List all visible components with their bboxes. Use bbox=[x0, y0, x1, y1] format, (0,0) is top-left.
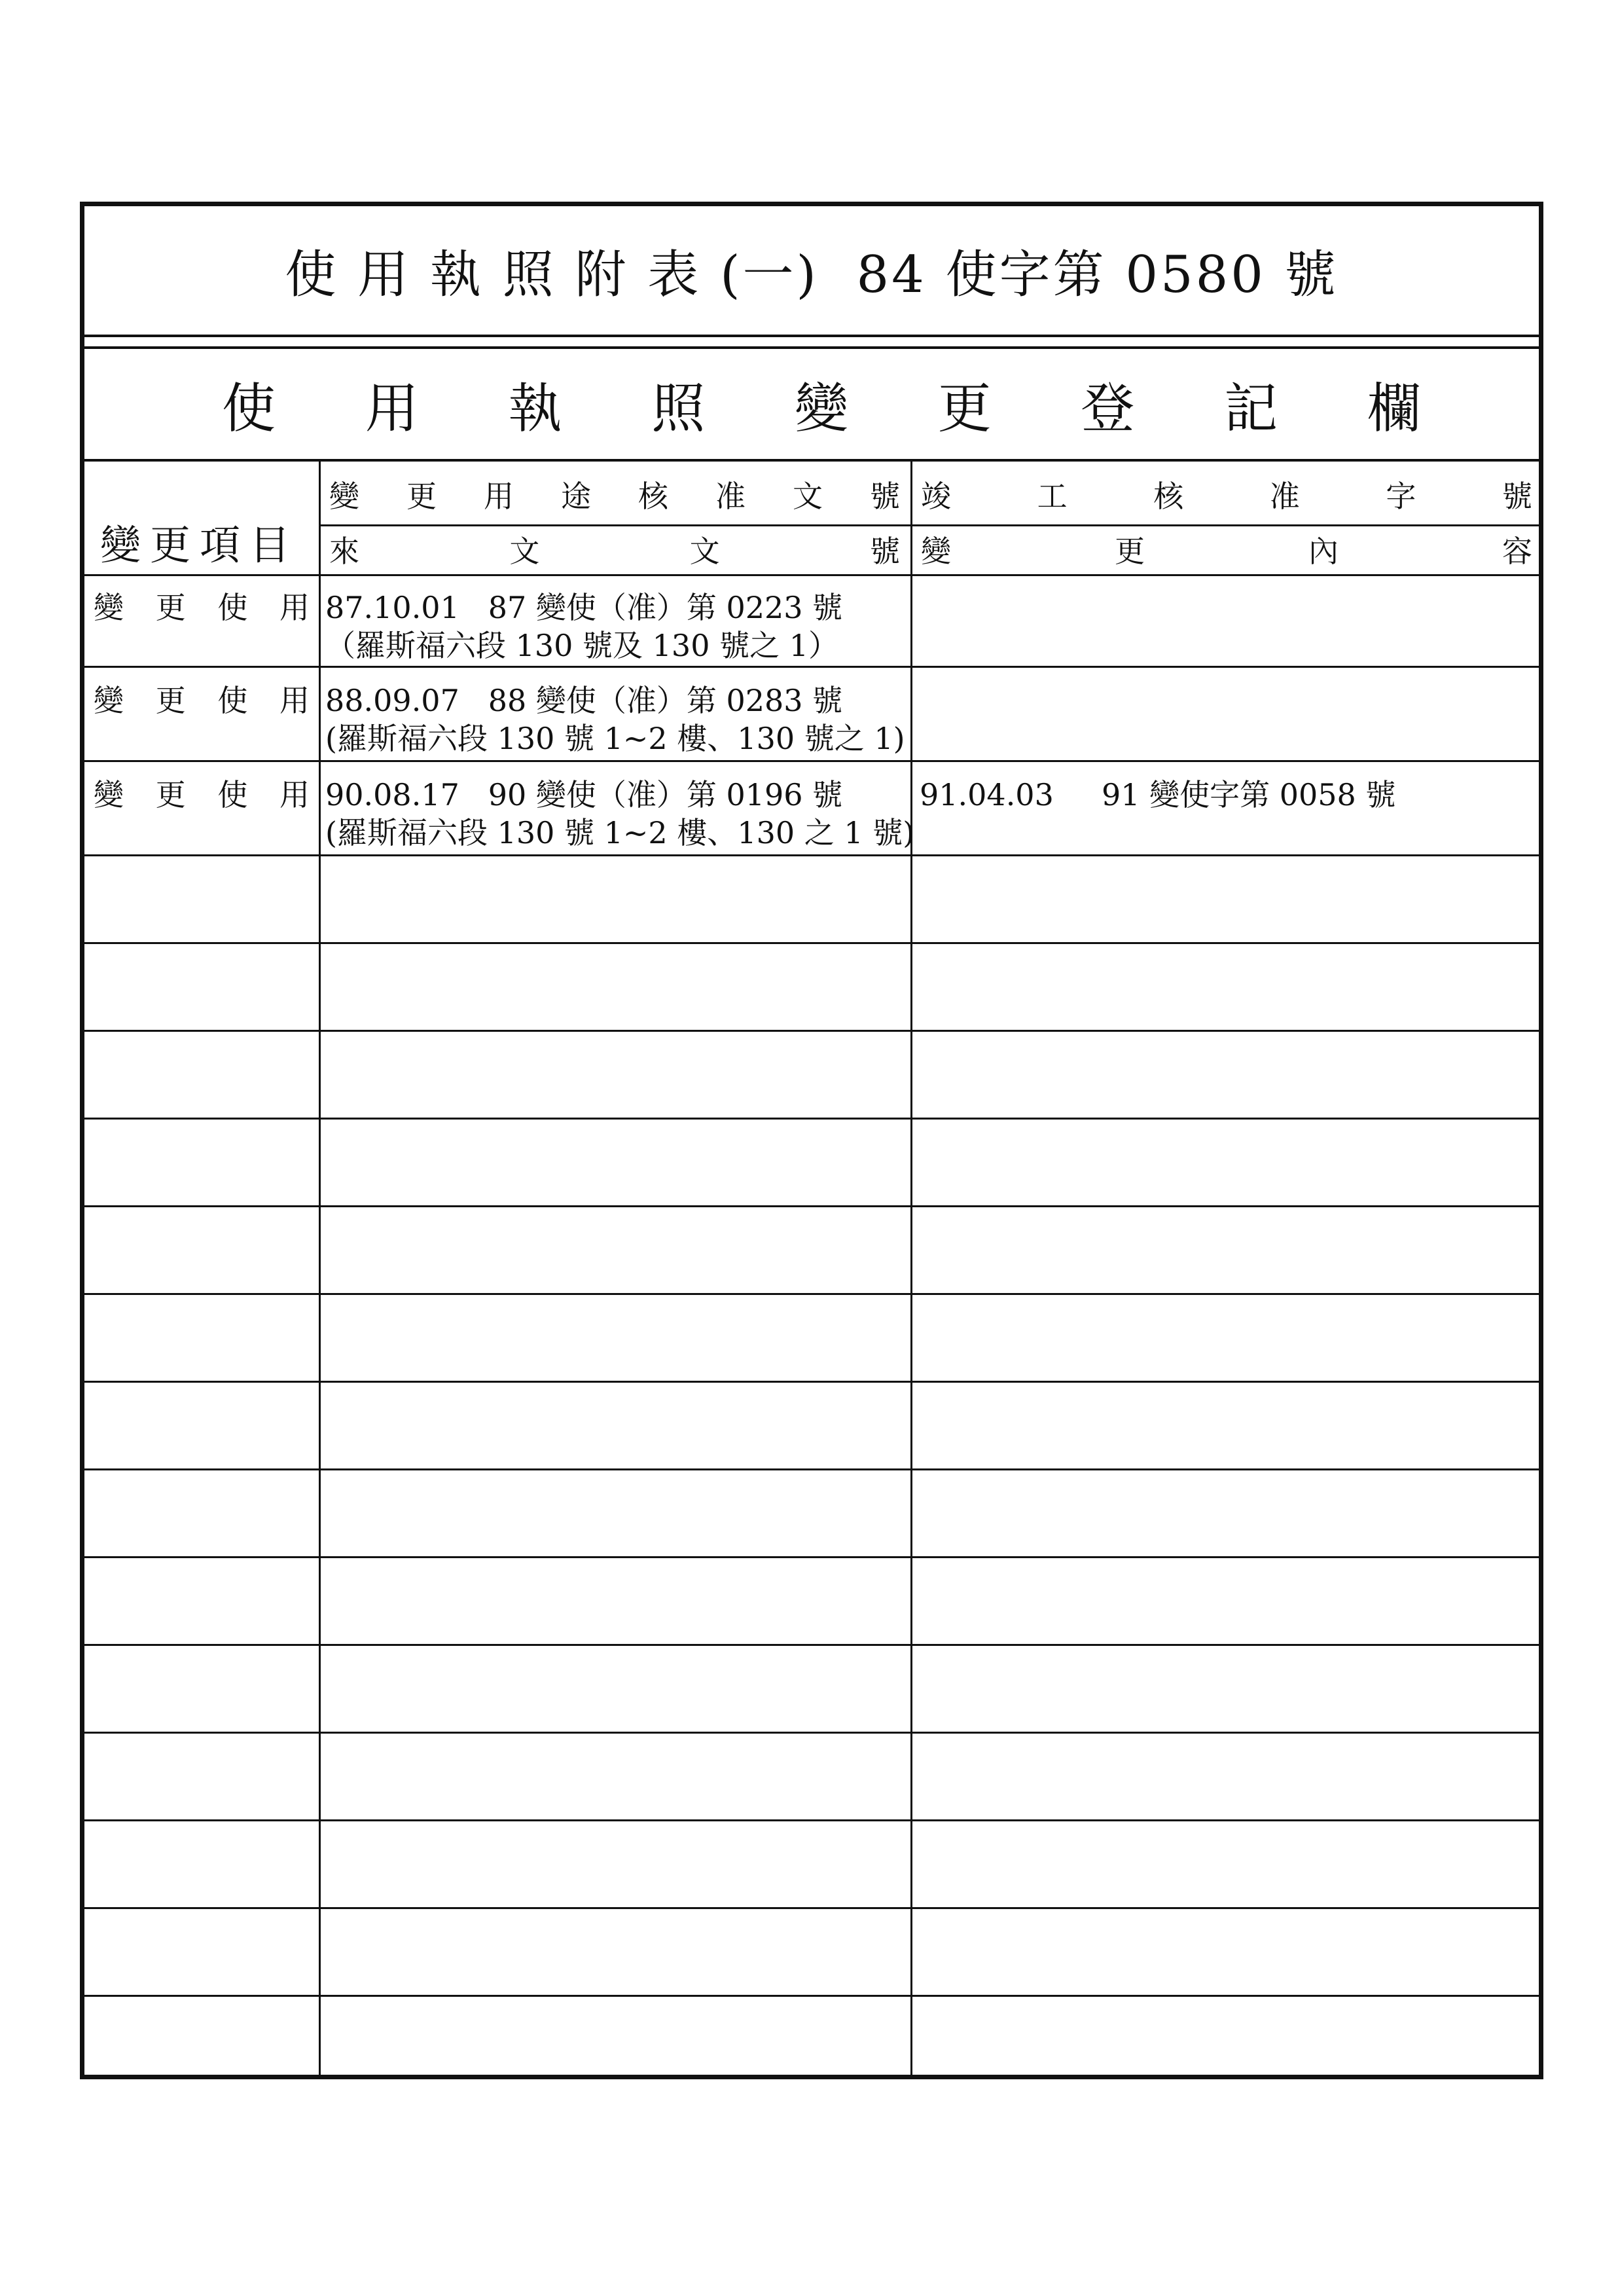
header-char: 核 bbox=[1153, 479, 1184, 514]
row-1-approval-line-1: 87.10.01 87 變使（准）第 0223 號 bbox=[325, 590, 843, 625]
subtitle-char: 變 bbox=[794, 377, 848, 440]
row-3-completion: 91.04.03 91 變使字第 0058 號 bbox=[920, 777, 1396, 812]
form-subtitle bbox=[84, 349, 1539, 462]
header-char: 用 bbox=[484, 479, 514, 514]
header-char: 來 bbox=[329, 534, 359, 569]
header-bottom-line bbox=[84, 574, 1543, 576]
item-char: 更 bbox=[155, 590, 186, 625]
item-char: 用 bbox=[279, 683, 310, 718]
subtitle-char: 欄 bbox=[1367, 377, 1421, 440]
subtitle-char: 執 bbox=[508, 377, 562, 440]
header-char: 變 bbox=[329, 479, 359, 514]
column-divider bbox=[910, 462, 912, 2075]
change-registration-table bbox=[84, 462, 1539, 2075]
subtitle-char: 使 bbox=[222, 377, 276, 440]
header-char: 途 bbox=[561, 479, 591, 514]
row-line bbox=[84, 1907, 1543, 1909]
column-divider bbox=[319, 462, 321, 2075]
header-char: 容 bbox=[1502, 534, 1532, 569]
row-line bbox=[84, 1732, 1543, 1734]
form-title: 使 用 執 照 附 表 (一) 84 使字第 0580 號 bbox=[84, 206, 1539, 337]
header-char: 號 bbox=[1501, 479, 1532, 514]
header-char: 竣 bbox=[921, 479, 951, 514]
subtitle-char: 記 bbox=[1224, 377, 1278, 440]
header-char: 更 bbox=[1115, 534, 1145, 569]
row-line bbox=[84, 1556, 1543, 1558]
item-char: 用 bbox=[279, 590, 310, 625]
row-2-approval-line-2: (羅斯福六段 130 號 1~2 樓、130 號之 1) bbox=[325, 721, 905, 756]
row-line bbox=[84, 1118, 1543, 1120]
header-char: 內 bbox=[1308, 534, 1339, 569]
subtitle-char: 登 bbox=[1081, 377, 1135, 440]
row-line bbox=[84, 666, 1543, 668]
header-change-approval bbox=[329, 479, 900, 514]
row-line bbox=[84, 1381, 1543, 1383]
header-char: 文 bbox=[689, 534, 720, 569]
header-char: 變 bbox=[921, 534, 951, 569]
row-line bbox=[84, 1644, 1543, 1646]
row-line bbox=[84, 1468, 1543, 1470]
header-char: 准 bbox=[715, 479, 746, 514]
header-char: 核 bbox=[638, 479, 668, 514]
row-line bbox=[84, 854, 1543, 856]
item-char: 變 bbox=[94, 777, 124, 812]
row-2-approval-line-1: 88.09.07 88 變使（准）第 0283 號 bbox=[325, 683, 843, 718]
row-3-change-item bbox=[94, 777, 310, 812]
row-line bbox=[84, 1205, 1543, 1207]
row-line bbox=[84, 1293, 1543, 1295]
header-char: 更 bbox=[406, 479, 437, 514]
subtitle-char: 用 bbox=[365, 377, 419, 440]
item-char: 使 bbox=[217, 683, 248, 718]
header-char: 號 bbox=[870, 479, 900, 514]
header-change-item: 變更項目 bbox=[100, 521, 300, 569]
subtitle-char: 更 bbox=[937, 377, 992, 440]
item-char: 變 bbox=[94, 590, 124, 625]
item-char: 變 bbox=[94, 683, 124, 718]
item-char: 使 bbox=[217, 590, 248, 625]
row-3-approval-line-2: (羅斯福六段 130 號 1~2 樓、130 之 1 號) bbox=[325, 815, 915, 850]
header-char: 工 bbox=[1037, 479, 1068, 514]
header-char: 文 bbox=[793, 479, 823, 514]
row-line bbox=[84, 942, 1543, 944]
row-3-approval-line-1: 90.08.17 90 變使（准）第 0196 號 bbox=[325, 777, 843, 812]
registration-form bbox=[80, 202, 1543, 2079]
subtitle-char: 照 bbox=[651, 377, 706, 440]
row-2-change-item bbox=[94, 685, 310, 716]
header-incoming-doc bbox=[329, 534, 900, 569]
header-divider bbox=[319, 524, 1543, 526]
header-char: 號 bbox=[869, 534, 900, 569]
header-char: 字 bbox=[1386, 479, 1416, 514]
header-change-content bbox=[921, 534, 1532, 569]
item-char: 更 bbox=[155, 683, 186, 718]
row-line bbox=[84, 1995, 1543, 1997]
row-line bbox=[84, 1819, 1543, 1821]
row-line bbox=[84, 760, 1543, 762]
header-completion-approval bbox=[921, 479, 1532, 514]
header-char: 准 bbox=[1269, 479, 1300, 514]
row-line bbox=[84, 1030, 1543, 1032]
item-char: 使 bbox=[217, 777, 248, 812]
item-char: 更 bbox=[155, 777, 186, 812]
header-char: 文 bbox=[509, 534, 540, 569]
item-char: 用 bbox=[279, 777, 310, 812]
row-1-approval-line-2: （羅斯福六段 130 號及 130 號之 1） bbox=[325, 628, 838, 663]
row-1-change-item bbox=[94, 592, 310, 623]
